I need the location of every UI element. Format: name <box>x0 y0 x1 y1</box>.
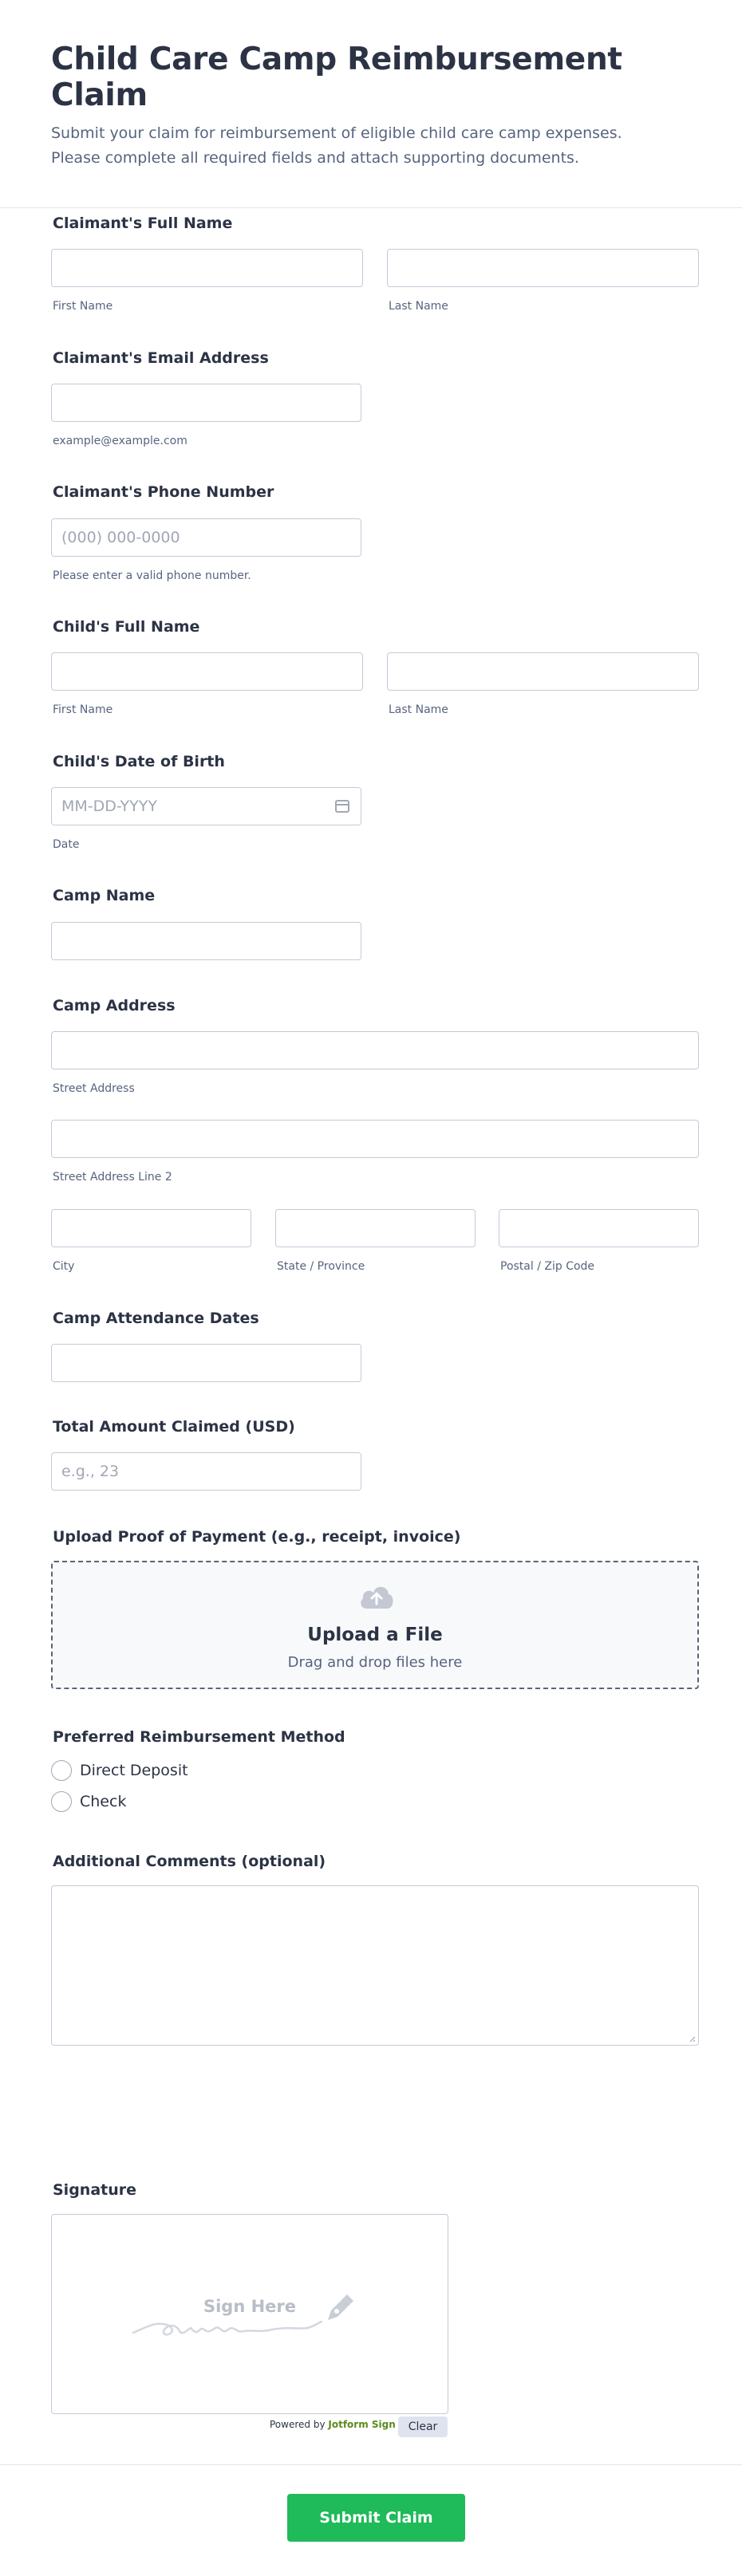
camp-address-label: Camp Address <box>53 997 176 1014</box>
claimant-first-name-input[interactable] <box>51 249 363 287</box>
claimant-phone-sublabel: Please enter a valid phone number. <box>53 569 251 582</box>
child-dob-label: Child's Date of Birth <box>53 753 225 770</box>
claimant-last-name-input[interactable] <box>387 249 699 287</box>
radio-label: Direct Deposit <box>80 1762 188 1779</box>
radio-button[interactable] <box>51 1791 72 1812</box>
upload-subtext: Drag and drop files here <box>287 1654 463 1671</box>
camp-street2-input[interactable] <box>51 1120 699 1158</box>
radio-option-check[interactable] <box>51 1790 126 1814</box>
upload-title: Upload a File <box>307 1625 443 1645</box>
page-title: Child Care Camp Reimbursement Claim <box>51 41 622 113</box>
camp-name-label: Camp Name <box>53 887 156 904</box>
jotform-sign-brand: Jotform Sign <box>328 2419 396 2430</box>
camp-state-sublabel: State / Province <box>277 1260 365 1273</box>
comments-label: Additional Comments (optional) <box>53 1853 326 1870</box>
claimant-phone-label: Claimant's Phone Number <box>53 483 274 501</box>
radio-label: Check <box>80 1793 127 1810</box>
comments-textarea[interactable] <box>51 1885 699 2046</box>
camp-city-sublabel: City <box>53 1260 75 1273</box>
sign-here-placeholder: Sign Here <box>203 2297 297 2316</box>
child-last-name-sublabel: Last Name <box>389 703 448 716</box>
claimant-phone-input[interactable] <box>51 518 361 557</box>
camp-street2-sublabel: Street Address Line 2 <box>53 1171 172 1184</box>
clear-signature-button[interactable]: Clear <box>398 2416 448 2437</box>
camp-zip-input[interactable] <box>499 1209 699 1247</box>
camp-state-input[interactable] <box>275 1209 476 1247</box>
amount-input[interactable] <box>51 1452 361 1491</box>
resize-handle-icon[interactable] <box>688 2034 696 2042</box>
method-label: Preferred Reimbursement Method <box>53 1728 345 1746</box>
radio-option-direct-deposit[interactable] <box>51 1759 188 1782</box>
submit-claim-button[interactable]: Submit Claim <box>287 2494 465 2542</box>
calendar-icon[interactable] <box>335 800 349 813</box>
powered-by-prefix: Powered by <box>270 2419 329 2430</box>
claimant-email-label: Claimant's Email Address <box>53 349 269 367</box>
camp-street-input[interactable] <box>51 1031 699 1069</box>
child-first-name-input[interactable] <box>51 652 363 691</box>
footer-divider <box>0 2464 742 2465</box>
upload-label: Upload Proof of Payment (e.g., receipt, invoice) <box>53 1528 461 1546</box>
child-first-name-sublabel: First Name <box>53 703 113 716</box>
claimant-name-label: Claimant's Full Name <box>53 215 233 232</box>
form-header <box>0 0 742 208</box>
child-dob-input[interactable] <box>51 787 361 825</box>
cloud-upload-icon <box>357 1581 396 1610</box>
camp-city-input[interactable] <box>51 1209 251 1247</box>
claimant-email-sublabel: example@example.com <box>53 435 187 447</box>
file-upload-dropzone[interactable] <box>51 1561 699 1689</box>
amount-label: Total Amount Claimed (USD) <box>53 1418 295 1436</box>
radio-button[interactable] <box>51 1760 72 1781</box>
camp-zip-sublabel: Postal / Zip Code <box>500 1260 595 1273</box>
claimant-email-input[interactable] <box>51 384 361 422</box>
camp-street-sublabel: Street Address <box>53 1082 135 1095</box>
signature-label: Signature <box>53 2181 137 2199</box>
child-name-label: Child's Full Name <box>53 618 200 636</box>
claimant-last-name-sublabel: Last Name <box>389 300 448 313</box>
camp-name-input[interactable] <box>51 922 361 960</box>
child-last-name-input[interactable] <box>387 652 699 691</box>
attendance-label: Camp Attendance Dates <box>53 1310 259 1327</box>
page-subtitle: Submit your claim for reimbursement of eligible child care camp expenses. Please complete all required fields and attach supporting documents. <box>51 124 622 167</box>
child-dob-sublabel: Date <box>53 838 80 851</box>
attendance-dates-input[interactable] <box>51 1344 361 1382</box>
powered-by-text <box>270 2419 396 2430</box>
claimant-first-name-sublabel: First Name <box>53 300 113 313</box>
